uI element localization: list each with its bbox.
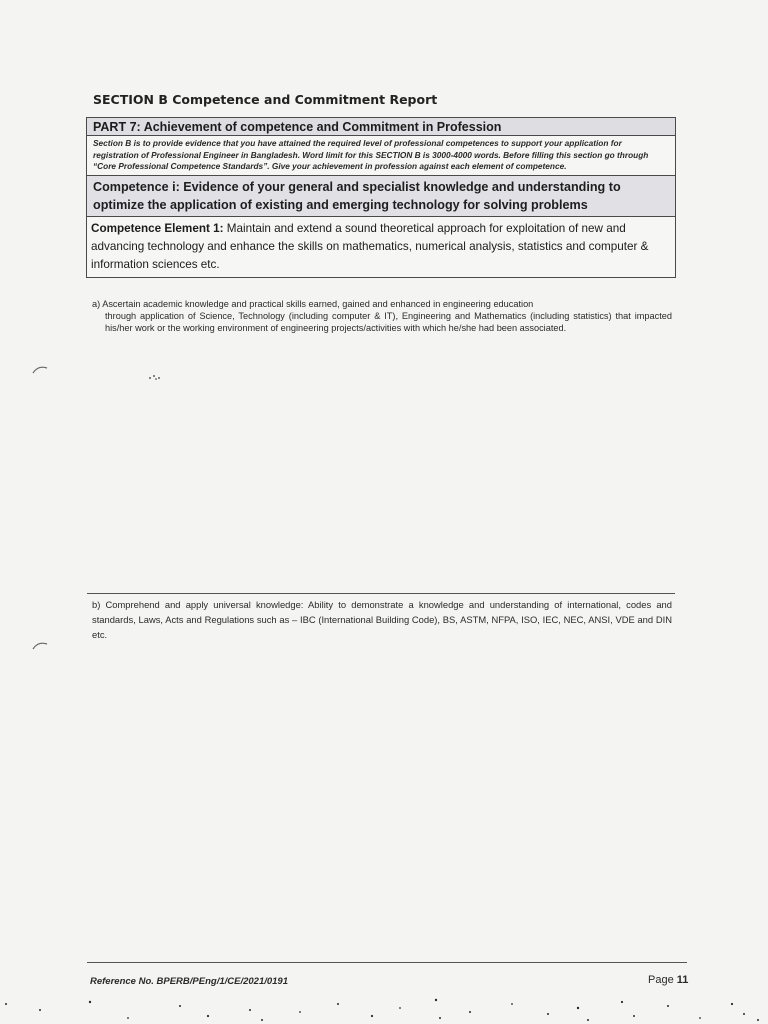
question-a-first-line: a) Ascertain academic knowledge and practical skills earned, gained and enhanced in engineering education <box>92 299 534 309</box>
part-heading: PART 7: Achievement of competence and Commitment in Profession <box>87 118 675 136</box>
scan-speck <box>148 373 162 381</box>
competence-element-text: Maintain and extend a sound theoretical approach for exploitation of new and advancing technology and enhance the skills on mathematics, numerical analysis, statistics and computer & information sciences etc. <box>91 221 649 271</box>
punch-hole-mark-lower <box>32 640 48 650</box>
question-a-continuation: through application of Science, Technology (including computer & IT), Engineering and Mathematics (including statistics) that impacted his/her work or the working environment of engineering projects/activities with which he/she had been associated. <box>105 310 672 333</box>
punch-hole-mark-upper <box>32 364 48 374</box>
reference-number: Reference No. BPERB/PEng/1/CE/2021/0191 <box>90 976 289 987</box>
section-divider <box>87 593 675 594</box>
section-title: SECTION B Competence and Commitment Report <box>93 92 438 107</box>
section-instructions: Section B is to provide evidence that you have attained the required level of professional competences to support your application for registration of Professional Engineer in Bangladesh. Word limit for this SECTION B is 3000-4000 words. Before filling this section go through “Core Professional Competence Standards”. Give your achievement in profession against each element of competence. <box>87 136 675 176</box>
page-number-value: 11 <box>676 974 689 986</box>
question-b: b) Comprehend and apply universal knowledge: Ability to demonstrate a knowledge and understanding of international, codes and standards, Laws, Acts and Regulations such as – IBC (International Building Code), BS, ASTM, NFPA, ISO, IEC, NEC, ANSI, VDE and DIN etc. <box>92 599 672 640</box>
page-number <box>648 974 688 986</box>
competence-element-label: Competence Element 1: <box>91 221 224 235</box>
page-label: Page <box>648 974 677 986</box>
question-a <box>92 299 672 334</box>
competence-table <box>86 117 676 278</box>
competence-heading: Competence i: Evidence of your general and specialist knowledge and understanding to optimize the application of existing and emerging technology for solving problems <box>87 176 675 217</box>
footer-rule <box>87 962 687 963</box>
scan-artifact-dots <box>0 996 768 1024</box>
competence-element <box>87 217 675 277</box>
